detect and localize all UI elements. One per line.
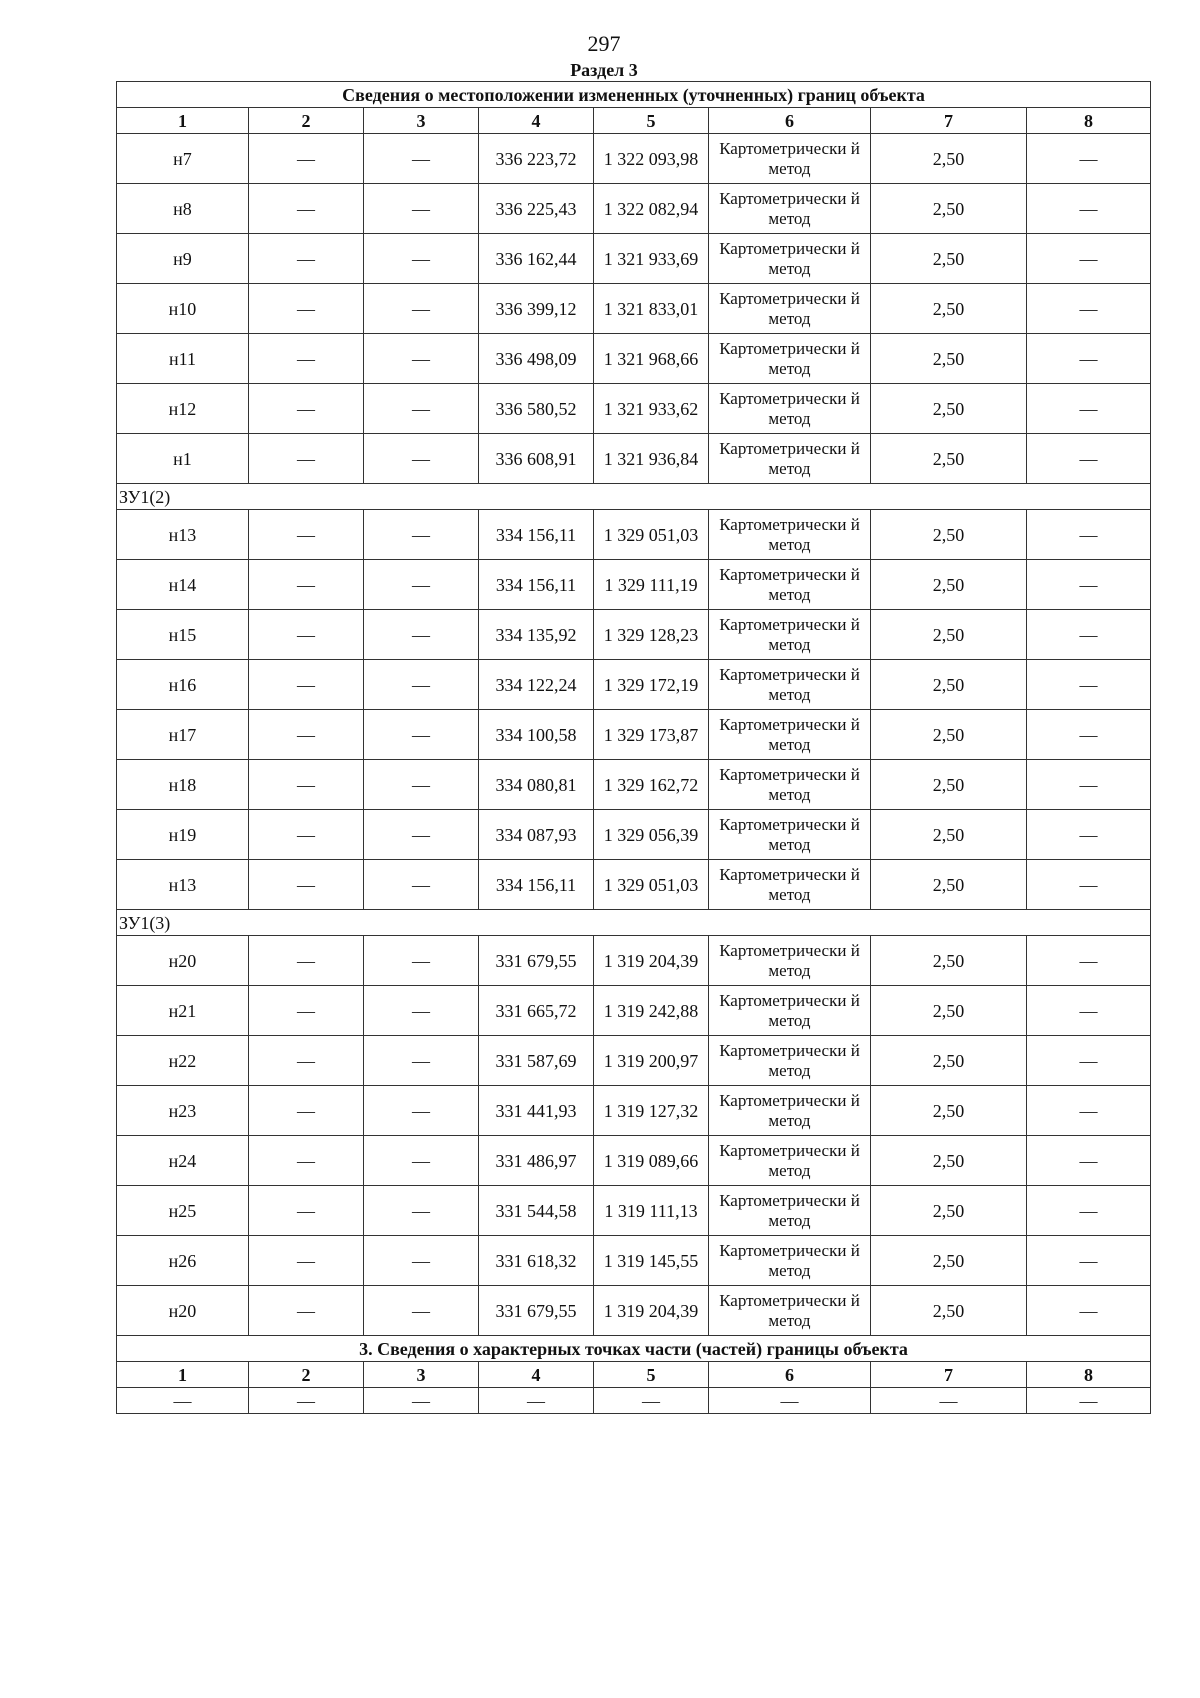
column-number: 8 <box>1027 108 1151 134</box>
y-coordinate: 1 329 162,72 <box>594 760 709 810</box>
accuracy: 2,50 <box>871 710 1027 760</box>
group-label: ЗУ1(2) <box>117 484 1151 510</box>
y-coordinate: 1 319 204,39 <box>594 936 709 986</box>
point-name: н13 <box>117 860 249 910</box>
column-number: 3 <box>364 108 479 134</box>
col3-value: — <box>364 184 479 234</box>
x-coordinate: 336 580,52 <box>479 384 594 434</box>
point-name: н14 <box>117 560 249 610</box>
point-name: н18 <box>117 760 249 810</box>
point-name: н26 <box>117 1236 249 1286</box>
col3-value: — <box>364 560 479 610</box>
col3-value: — <box>364 660 479 710</box>
col3-value: — <box>364 234 479 284</box>
x-coordinate: 331 618,32 <box>479 1236 594 1286</box>
empty-cell: — <box>871 1388 1027 1414</box>
col2-value: — <box>249 434 364 484</box>
empty-cell: — <box>249 1388 364 1414</box>
col3-value: — <box>364 510 479 560</box>
table-row <box>117 1036 1151 1086</box>
col2-value: — <box>249 710 364 760</box>
point-name: н19 <box>117 810 249 860</box>
accuracy: 2,50 <box>871 1036 1027 1086</box>
y-coordinate: 1 321 933,62 <box>594 384 709 434</box>
column-number: 1 <box>117 108 249 134</box>
column-number: 4 <box>479 1362 594 1388</box>
col2-value: — <box>249 334 364 384</box>
col2-value: — <box>249 1286 364 1336</box>
table-row <box>117 1136 1151 1186</box>
x-coordinate: 334 156,11 <box>479 510 594 560</box>
point-name: н25 <box>117 1186 249 1236</box>
y-coordinate: 1 329 172,19 <box>594 660 709 710</box>
col8-value: — <box>1027 560 1151 610</box>
accuracy: 2,50 <box>871 1186 1027 1236</box>
group-row <box>117 910 1151 936</box>
x-coordinate: 336 162,44 <box>479 234 594 284</box>
column-number: 4 <box>479 108 594 134</box>
column-number: 6 <box>709 108 871 134</box>
column-number: 2 <box>249 1362 364 1388</box>
col8-value: — <box>1027 986 1151 1036</box>
col3-value: — <box>364 1136 479 1186</box>
method: Картометрически й метод <box>709 510 871 560</box>
coordinates-table <box>116 81 1151 1414</box>
accuracy: 2,50 <box>871 134 1027 184</box>
table-row <box>117 710 1151 760</box>
point-name: н21 <box>117 986 249 1036</box>
table-row <box>117 1186 1151 1236</box>
method: Картометрически й метод <box>709 134 871 184</box>
table-row <box>117 860 1151 910</box>
y-coordinate: 1 319 204,39 <box>594 1286 709 1336</box>
col8-value: — <box>1027 860 1151 910</box>
table-row <box>117 936 1151 986</box>
col8-value: — <box>1027 760 1151 810</box>
y-coordinate: 1 319 127,32 <box>594 1086 709 1136</box>
col3-value: — <box>364 434 479 484</box>
method: Картометрически й метод <box>709 1136 871 1186</box>
point-name: н1 <box>117 434 249 484</box>
table-row <box>117 560 1151 610</box>
group-label: ЗУ1(3) <box>117 910 1151 936</box>
point-name: н9 <box>117 234 249 284</box>
x-coordinate: 331 665,72 <box>479 986 594 1036</box>
table-row <box>117 986 1151 1036</box>
x-coordinate: 334 087,93 <box>479 810 594 860</box>
y-coordinate: 1 321 833,01 <box>594 284 709 334</box>
col2-value: — <box>249 936 364 986</box>
accuracy: 2,50 <box>871 510 1027 560</box>
method: Картометрически й метод <box>709 234 871 284</box>
point-name: н15 <box>117 610 249 660</box>
table-row <box>117 234 1151 284</box>
column-number: 7 <box>871 1362 1027 1388</box>
table-row <box>117 134 1151 184</box>
x-coordinate: 331 486,97 <box>479 1136 594 1186</box>
y-coordinate: 1 319 089,66 <box>594 1136 709 1186</box>
method: Картометрически й метод <box>709 384 871 434</box>
point-name: н23 <box>117 1086 249 1136</box>
y-coordinate: 1 321 933,69 <box>594 234 709 284</box>
accuracy: 2,50 <box>871 1286 1027 1336</box>
col3-value: — <box>364 284 479 334</box>
column-number: 1 <box>117 1362 249 1388</box>
method: Картометрически й метод <box>709 986 871 1036</box>
x-coordinate: 331 544,58 <box>479 1186 594 1236</box>
col8-value: — <box>1027 510 1151 560</box>
table-row <box>117 334 1151 384</box>
col3-value: — <box>364 1036 479 1086</box>
column-number-row <box>117 108 1151 134</box>
point-name: н13 <box>117 510 249 560</box>
col8-value: — <box>1027 810 1151 860</box>
col2-value: — <box>249 510 364 560</box>
accuracy: 2,50 <box>871 234 1027 284</box>
x-coordinate: 334 156,11 <box>479 560 594 610</box>
col2-value: — <box>249 1086 364 1136</box>
col2-value: — <box>249 810 364 860</box>
col2-value: — <box>249 860 364 910</box>
method: Картометрически й метод <box>709 184 871 234</box>
x-coordinate: 334 135,92 <box>479 610 594 660</box>
empty-cell: — <box>594 1388 709 1414</box>
x-coordinate: 331 441,93 <box>479 1086 594 1136</box>
x-coordinate: 331 679,55 <box>479 936 594 986</box>
column-number: 8 <box>1027 1362 1151 1388</box>
col8-value: — <box>1027 1186 1151 1236</box>
y-coordinate: 1 319 111,13 <box>594 1186 709 1236</box>
method: Картометрически й метод <box>709 810 871 860</box>
col2-value: — <box>249 384 364 434</box>
table-title: Сведения о местоположении измененных (уточненных) границ объекта <box>117 82 1151 108</box>
x-coordinate: 336 223,72 <box>479 134 594 184</box>
table-row <box>117 384 1151 434</box>
col2-value: — <box>249 1186 364 1236</box>
accuracy: 2,50 <box>871 184 1027 234</box>
col3-value: — <box>364 1186 479 1236</box>
accuracy: 2,50 <box>871 860 1027 910</box>
table-row <box>117 184 1151 234</box>
x-coordinate: 336 225,43 <box>479 184 594 234</box>
table-row <box>117 1286 1151 1336</box>
method: Картометрически й метод <box>709 334 871 384</box>
method: Картометрически й метод <box>709 610 871 660</box>
y-coordinate: 1 319 242,88 <box>594 986 709 1036</box>
accuracy: 2,50 <box>871 810 1027 860</box>
x-coordinate: 331 587,69 <box>479 1036 594 1086</box>
y-coordinate: 1 329 051,03 <box>594 860 709 910</box>
point-name: н16 <box>117 660 249 710</box>
col3-value: — <box>364 1286 479 1336</box>
col3-value: — <box>364 334 479 384</box>
y-coordinate: 1 322 082,94 <box>594 184 709 234</box>
accuracy: 2,50 <box>871 1086 1027 1136</box>
point-name: н8 <box>117 184 249 234</box>
x-coordinate: 334 122,24 <box>479 660 594 710</box>
method: Картометрически й метод <box>709 1286 871 1336</box>
point-name: н17 <box>117 710 249 760</box>
empty-cell: — <box>709 1388 871 1414</box>
table-title-row <box>117 82 1151 108</box>
col8-value: — <box>1027 184 1151 234</box>
y-coordinate: 1 321 968,66 <box>594 334 709 384</box>
page-number: 297 <box>587 31 621 56</box>
y-coordinate: 1 319 200,97 <box>594 1036 709 1086</box>
x-coordinate: 336 399,12 <box>479 284 594 334</box>
col3-value: — <box>364 710 479 760</box>
y-coordinate: 1 321 936,84 <box>594 434 709 484</box>
col8-value: — <box>1027 710 1151 760</box>
method: Картометрически й метод <box>709 1086 871 1136</box>
col3-value: — <box>364 860 479 910</box>
y-coordinate: 1 319 145,55 <box>594 1236 709 1286</box>
table-row <box>117 434 1151 484</box>
x-coordinate: 334 080,81 <box>479 760 594 810</box>
column-number: 7 <box>871 108 1027 134</box>
table-row <box>117 660 1151 710</box>
accuracy: 2,50 <box>871 610 1027 660</box>
col2-value: — <box>249 986 364 1036</box>
subsection-title: 3. Сведения о характерных точках части (частей) границы объекта <box>117 1336 1151 1362</box>
empty-cell: — <box>117 1388 249 1414</box>
col8-value: — <box>1027 610 1151 660</box>
column-number: 3 <box>364 1362 479 1388</box>
method: Картометрически й метод <box>709 1186 871 1236</box>
col8-value: — <box>1027 134 1151 184</box>
col8-value: — <box>1027 434 1151 484</box>
col2-value: — <box>249 560 364 610</box>
accuracy: 2,50 <box>871 986 1027 1036</box>
accuracy: 2,50 <box>871 284 1027 334</box>
col3-value: — <box>364 810 479 860</box>
method: Картометрически й метод <box>709 1036 871 1086</box>
table-row <box>117 1236 1151 1286</box>
x-coordinate: 336 498,09 <box>479 334 594 384</box>
empty-cell: — <box>1027 1388 1151 1414</box>
point-name: н20 <box>117 1286 249 1336</box>
col8-value: — <box>1027 334 1151 384</box>
table-body <box>117 82 1151 1414</box>
accuracy: 2,50 <box>871 936 1027 986</box>
table-row <box>117 510 1151 560</box>
subsection-column-number-row <box>117 1362 1151 1388</box>
point-name: н7 <box>117 134 249 184</box>
point-name: н20 <box>117 936 249 986</box>
point-name: н10 <box>117 284 249 334</box>
col3-value: — <box>364 134 479 184</box>
col2-value: — <box>249 610 364 660</box>
method: Картометрически й метод <box>709 560 871 610</box>
col2-value: — <box>249 660 364 710</box>
col8-value: — <box>1027 384 1151 434</box>
col2-value: — <box>249 1136 364 1186</box>
col3-value: — <box>364 760 479 810</box>
x-coordinate: 334 100,58 <box>479 710 594 760</box>
method: Картометрически й метод <box>709 860 871 910</box>
subsection-title-row <box>117 1336 1151 1362</box>
col3-value: — <box>364 986 479 1036</box>
col2-value: — <box>249 284 364 334</box>
col3-value: — <box>364 936 479 986</box>
method: Картометрически й метод <box>709 760 871 810</box>
col8-value: — <box>1027 1286 1151 1336</box>
table-row <box>117 1086 1151 1136</box>
col2-value: — <box>249 1036 364 1086</box>
accuracy: 2,50 <box>871 660 1027 710</box>
accuracy: 2,50 <box>871 560 1027 610</box>
y-coordinate: 1 329 056,39 <box>594 810 709 860</box>
y-coordinate: 1 329 173,87 <box>594 710 709 760</box>
col2-value: — <box>249 234 364 284</box>
col2-value: — <box>249 134 364 184</box>
col3-value: — <box>364 610 479 660</box>
column-number: 5 <box>594 108 709 134</box>
col8-value: — <box>1027 1136 1151 1186</box>
group-row <box>117 484 1151 510</box>
section-label: Раздел 3 <box>570 60 638 80</box>
method: Картометрически й метод <box>709 434 871 484</box>
method: Картометрически й метод <box>709 660 871 710</box>
y-coordinate: 1 329 111,19 <box>594 560 709 610</box>
col8-value: — <box>1027 936 1151 986</box>
column-number: 2 <box>249 108 364 134</box>
col8-value: — <box>1027 284 1151 334</box>
table-row <box>117 760 1151 810</box>
col2-value: — <box>249 184 364 234</box>
col2-value: — <box>249 1236 364 1286</box>
point-name: н24 <box>117 1136 249 1186</box>
method: Картометрически й метод <box>709 284 871 334</box>
table-row <box>117 810 1151 860</box>
column-number: 5 <box>594 1362 709 1388</box>
col3-value: — <box>364 1086 479 1136</box>
col8-value: — <box>1027 1236 1151 1286</box>
table-row <box>117 284 1151 334</box>
accuracy: 2,50 <box>871 1136 1027 1186</box>
subsection-empty-row <box>117 1388 1151 1414</box>
column-number: 6 <box>709 1362 871 1388</box>
col8-value: — <box>1027 234 1151 284</box>
y-coordinate: 1 322 093,98 <box>594 134 709 184</box>
point-name: н11 <box>117 334 249 384</box>
col8-value: — <box>1027 1086 1151 1136</box>
col3-value: — <box>364 1236 479 1286</box>
y-coordinate: 1 329 051,03 <box>594 510 709 560</box>
method: Картометрически й метод <box>709 936 871 986</box>
x-coordinate: 334 156,11 <box>479 860 594 910</box>
empty-cell: — <box>364 1388 479 1414</box>
x-coordinate: 336 608,91 <box>479 434 594 484</box>
col8-value: — <box>1027 660 1151 710</box>
method: Картометрически й метод <box>709 1236 871 1286</box>
point-name: н12 <box>117 384 249 434</box>
empty-cell: — <box>479 1388 594 1414</box>
y-coordinate: 1 329 128,23 <box>594 610 709 660</box>
col2-value: — <box>249 760 364 810</box>
accuracy: 2,50 <box>871 760 1027 810</box>
table-row <box>117 610 1151 660</box>
point-name: н22 <box>117 1036 249 1086</box>
accuracy: 2,50 <box>871 434 1027 484</box>
col3-value: — <box>364 384 479 434</box>
col8-value: — <box>1027 1036 1151 1086</box>
x-coordinate: 331 679,55 <box>479 1286 594 1336</box>
method: Картометрически й метод <box>709 710 871 760</box>
accuracy: 2,50 <box>871 384 1027 434</box>
accuracy: 2,50 <box>871 334 1027 384</box>
accuracy: 2,50 <box>871 1236 1027 1286</box>
